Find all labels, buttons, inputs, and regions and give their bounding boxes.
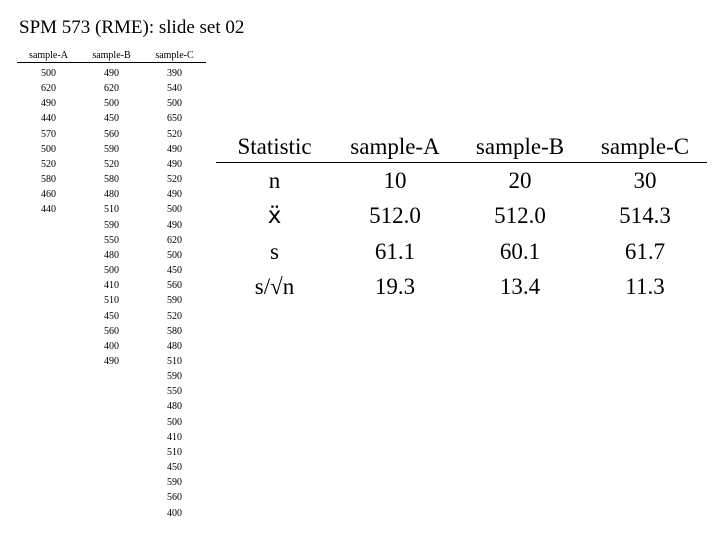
raw-data-cell: 620 [41, 83, 56, 95]
raw-data-cell: 520 [167, 174, 182, 186]
raw-data-cell: 480 [167, 340, 182, 352]
stats-value-sample-a: 19.3 [374, 274, 416, 300]
raw-data-cell: 450 [104, 310, 119, 322]
raw-data-cell: 480 [104, 189, 119, 201]
raw-data-cell: 450 [167, 265, 182, 277]
raw-data-cell: 480 [104, 249, 119, 261]
raw-data-cell: 450 [104, 113, 119, 125]
raw-data-cell: 490 [41, 98, 56, 110]
raw-data-cell: 560 [167, 492, 182, 504]
raw-data-cell: 400 [167, 507, 182, 519]
stats-value-sample-c: 11.3 [625, 274, 665, 300]
raw-data-cell: 450 [167, 462, 182, 474]
raw-data-cell: 520 [41, 158, 56, 170]
stats-header-sample-c: sample-C [600, 134, 690, 159]
raw-data-cell: 410 [167, 431, 182, 443]
stats-header-sample-a: sample-A [350, 134, 440, 159]
raw-data-cell: 490 [167, 158, 182, 170]
raw-data-cell: 520 [167, 310, 182, 322]
stats-value-sample-a: 61.1 [374, 238, 416, 264]
raw-data-cell: 490 [167, 219, 182, 231]
raw-data-cell: 580 [41, 174, 56, 186]
stats-label: s/√n [254, 274, 295, 300]
raw-data-cell: 590 [167, 371, 182, 383]
raw-data-cell: 510 [104, 204, 119, 216]
raw-data-cell: 460 [41, 189, 56, 201]
raw-data-cell: 480 [167, 401, 182, 413]
raw-data-cell: 540 [167, 83, 182, 95]
raw-data-header [17, 50, 206, 63]
stats-value-sample-a: 10 [383, 167, 407, 193]
raw-data-cell: 560 [104, 325, 119, 337]
raw-data-cell: 550 [167, 386, 182, 398]
raw-header-sample-a: sample-A [29, 50, 68, 61]
raw-data-cell: 620 [104, 83, 119, 95]
raw-data-cell: 550 [104, 234, 119, 246]
raw-header-sample-c: sample-C [155, 50, 194, 61]
stats-value-sample-b: 60.1 [499, 238, 541, 264]
stats-label: ẍ [267, 203, 282, 230]
stats-value-sample-b: 20 [508, 167, 532, 193]
raw-data-cell: 490 [104, 68, 119, 79]
raw-data-cell: 520 [167, 128, 182, 140]
raw-column-sample-a [17, 66, 80, 521]
stats-value-sample-a: 512.0 [369, 203, 421, 229]
stats-row-mean [216, 199, 707, 235]
stats-label: s [270, 238, 279, 264]
raw-data-cell: 500 [167, 249, 182, 261]
raw-data-cell: 510 [167, 446, 182, 458]
raw-column-sample-c [143, 66, 206, 521]
stats-value-sample-c: 61.7 [624, 238, 666, 264]
raw-data-cell: 620 [167, 234, 182, 246]
raw-data-cell: 500 [104, 98, 119, 110]
raw-data-cell: 500 [167, 204, 182, 216]
raw-data-cell: 590 [104, 143, 119, 155]
raw-data-cell: 390 [167, 68, 182, 79]
raw-data-cell: 520 [104, 158, 119, 170]
statistics-table [216, 132, 707, 305]
raw-data-cell: 510 [104, 295, 119, 307]
raw-data-cell: 500 [167, 98, 182, 110]
raw-data-cell: 440 [41, 204, 56, 216]
raw-data-table [17, 50, 206, 521]
stats-header-sample-b: sample-B [475, 134, 565, 159]
raw-data-cell: 510 [167, 355, 182, 367]
raw-data-cell: 490 [104, 355, 119, 367]
raw-data-cell: 580 [104, 174, 119, 186]
raw-data-cell: 580 [167, 325, 182, 337]
raw-data-cell: 560 [167, 280, 182, 292]
slide-title: SPM 573 (RME): slide set 02 [19, 17, 245, 38]
stats-row-n [216, 163, 707, 199]
stats-value-sample-b: 13.4 [499, 274, 541, 300]
raw-data-cell: 590 [104, 219, 119, 231]
stats-value-sample-c: 514.3 [619, 203, 671, 229]
raw-column-sample-b [80, 66, 143, 521]
raw-data-cell: 490 [167, 143, 182, 155]
raw-data-cell: 490 [167, 189, 182, 201]
raw-data-cell: 570 [41, 128, 56, 140]
raw-data-cell: 590 [167, 477, 182, 489]
raw-data-cell: 650 [167, 113, 182, 125]
raw-data-cell: 400 [104, 340, 119, 352]
raw-data-cell: 500 [104, 265, 119, 277]
stats-row-std-error [216, 270, 707, 306]
stats-header-statistic: Statistic [237, 134, 312, 159]
statistics-header [216, 132, 707, 163]
raw-data-cell: 410 [104, 280, 119, 292]
raw-data-cell: 560 [104, 128, 119, 140]
raw-header-sample-b: sample-B [92, 50, 131, 61]
stats-label: n [268, 167, 281, 193]
stats-value-sample-c: 30 [633, 167, 657, 193]
stats-row-std-dev [216, 234, 707, 270]
raw-data-cell: 500 [41, 68, 56, 79]
raw-data-cell: 440 [41, 113, 56, 125]
raw-data-body [17, 63, 206, 521]
raw-data-cell: 500 [41, 143, 56, 155]
raw-data-cell: 500 [167, 416, 182, 428]
raw-data-cell: 590 [167, 295, 182, 307]
stats-value-sample-b: 512.0 [494, 203, 546, 229]
